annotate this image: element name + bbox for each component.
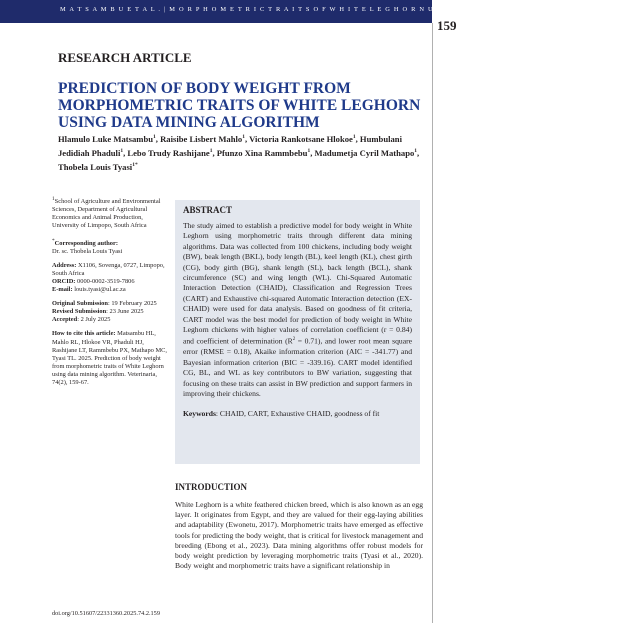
abstract-text: The study aimed to establish a predictive model for body weight in White Leghorn using morphometric traits through different data mining algorithms. Data was collected from 100 chickens, including body weight (BW), beak length (BKL), body length (BL), keel length (KL), chest girth (CG), body girth (BG), shank length (SL), back length (BCL), shank circumference (SC) and wing length (WL). Chi-Squared Automatic Interaction Detection (CHAID), Classification and Regression Trees (CART) and Exhaustive chi-squared Automatic Interaction detection (EX-CHAID) were used for data analysis. Based on goodness of fit criteria, CART model was the best model for prediction of body weight in White Leghorn chickens with higher values of correlation coefficient (r = 0.84) and coefficient of determination $(R^2 = 0.71)$, and lower root mean square error (RMSE = 0.18), Akaike information criterion (AIC = -341.77) and Bayesian information criterion (BIC = -339.16). CART model identified CG, BL, and WL as key contributors to BW variation, suggesting that focusing on these traits can assist in BW prediction and support farmers in improving their chickens. <box>183 221 412 399</box>
author-list <box>58 131 428 173</box>
doi-footer[interactable]: doi.org/10.51607/22331360.2025.74.2.159 <box>52 610 160 617</box>
author: Pfunzo Xina Rammbebu$^1$, <box>216 147 315 158</box>
section-label: RESEARCH ARTICLE <box>58 50 192 65</box>
email-link[interactable]: louis.tyasi@ul.ac.za <box>74 286 126 294</box>
affiliation: $^1$School of Agriculture and Environmental Sciences, Department of Agricultural Economics and Animal Production, University of Limpopo, South Africa <box>52 196 161 230</box>
introduction-heading: INTRODUCTION <box>175 482 248 492</box>
introduction-text: White Leghorn is a white feathered chicken breed, which is also known as an egg layer. It originates from Egypt, and they are valued for their egg-laying abilities and adaptability (Ewonetu, 2017). Morphometric traits have emerged as effective tools for predicting the body weight, that is critical for livestock management and breeding (Ebong et al., 2023). Data mining algorithms offer robust models for body weight prediction by leveraging morphometric traits (Tyasi et al., 2020). Body weight and morphometric traits have a significant relationship in <box>175 500 423 571</box>
author: Humbulani Jedidiah Phaduli$^1$, <box>58 133 402 158</box>
keywords: Keywords: CHAID, CART, Exhaustive CHAID, goodness of fit <box>183 409 380 419</box>
author: Raisibe Lisbert Mahlo$^1$, <box>160 133 250 144</box>
abstract-box <box>175 200 420 464</box>
author: Hlamulo Luke Matsambu$^1$, <box>58 133 161 144</box>
article-info-sidebar <box>52 195 170 393</box>
author: Victoria Rankotsane Hlokoe$^1$, <box>249 133 360 144</box>
corresponding-author: *Corresponding author: Dr. sc. Thobela Louis Tyasi <box>52 237 123 255</box>
abstract-heading: ABSTRACT <box>183 205 233 215</box>
contact-details: Address: X1106, Sovenga, 0727, Limpopo, South Africa ORCID: 0000-0002-3519-7806 E-mail: louis.tyasi@ul.ac.za <box>52 261 165 294</box>
author: Madumetja Cyril Mathapo$^1$, <box>314 147 420 158</box>
article-title: PREDICTION OF BODY WEIGHT FROM MORPHOMETRIC TRAITS OF WHITE LEGHORN USING DATA MINING ALGORITHM <box>58 80 421 131</box>
author: Lebo Trudy Rashijane$^1$, <box>127 147 217 158</box>
citation: How to cite this article: Matsambu HL, Mahlo RL, Hlokoe VR, Phaduli HJ, Rashijane LT, Rammbebu PX, Mathapo MC, Tyasi TL. 2025. Prediction of body weight from morphometric traits of White Leghorn using data mining algorithm. Veterinaria, 74(2), 159-67. <box>52 330 168 387</box>
submission-dates: Original Submission: 19 February 2025 Revised Submission: 23 June 2025 Accepted: 2 July 2025 <box>52 300 157 324</box>
page-number: 159 <box>437 18 457 33</box>
running-head: M A T S A M B U E T A L . | M O R P H O M E T R I C T R A I T S O F W H I T E L E G H O R N U S I N G D A T A M I N I N G A L G O R I T H M <box>60 6 618 13</box>
author: Thobela Louis Tyasi$^{1*}$ <box>58 161 138 172</box>
